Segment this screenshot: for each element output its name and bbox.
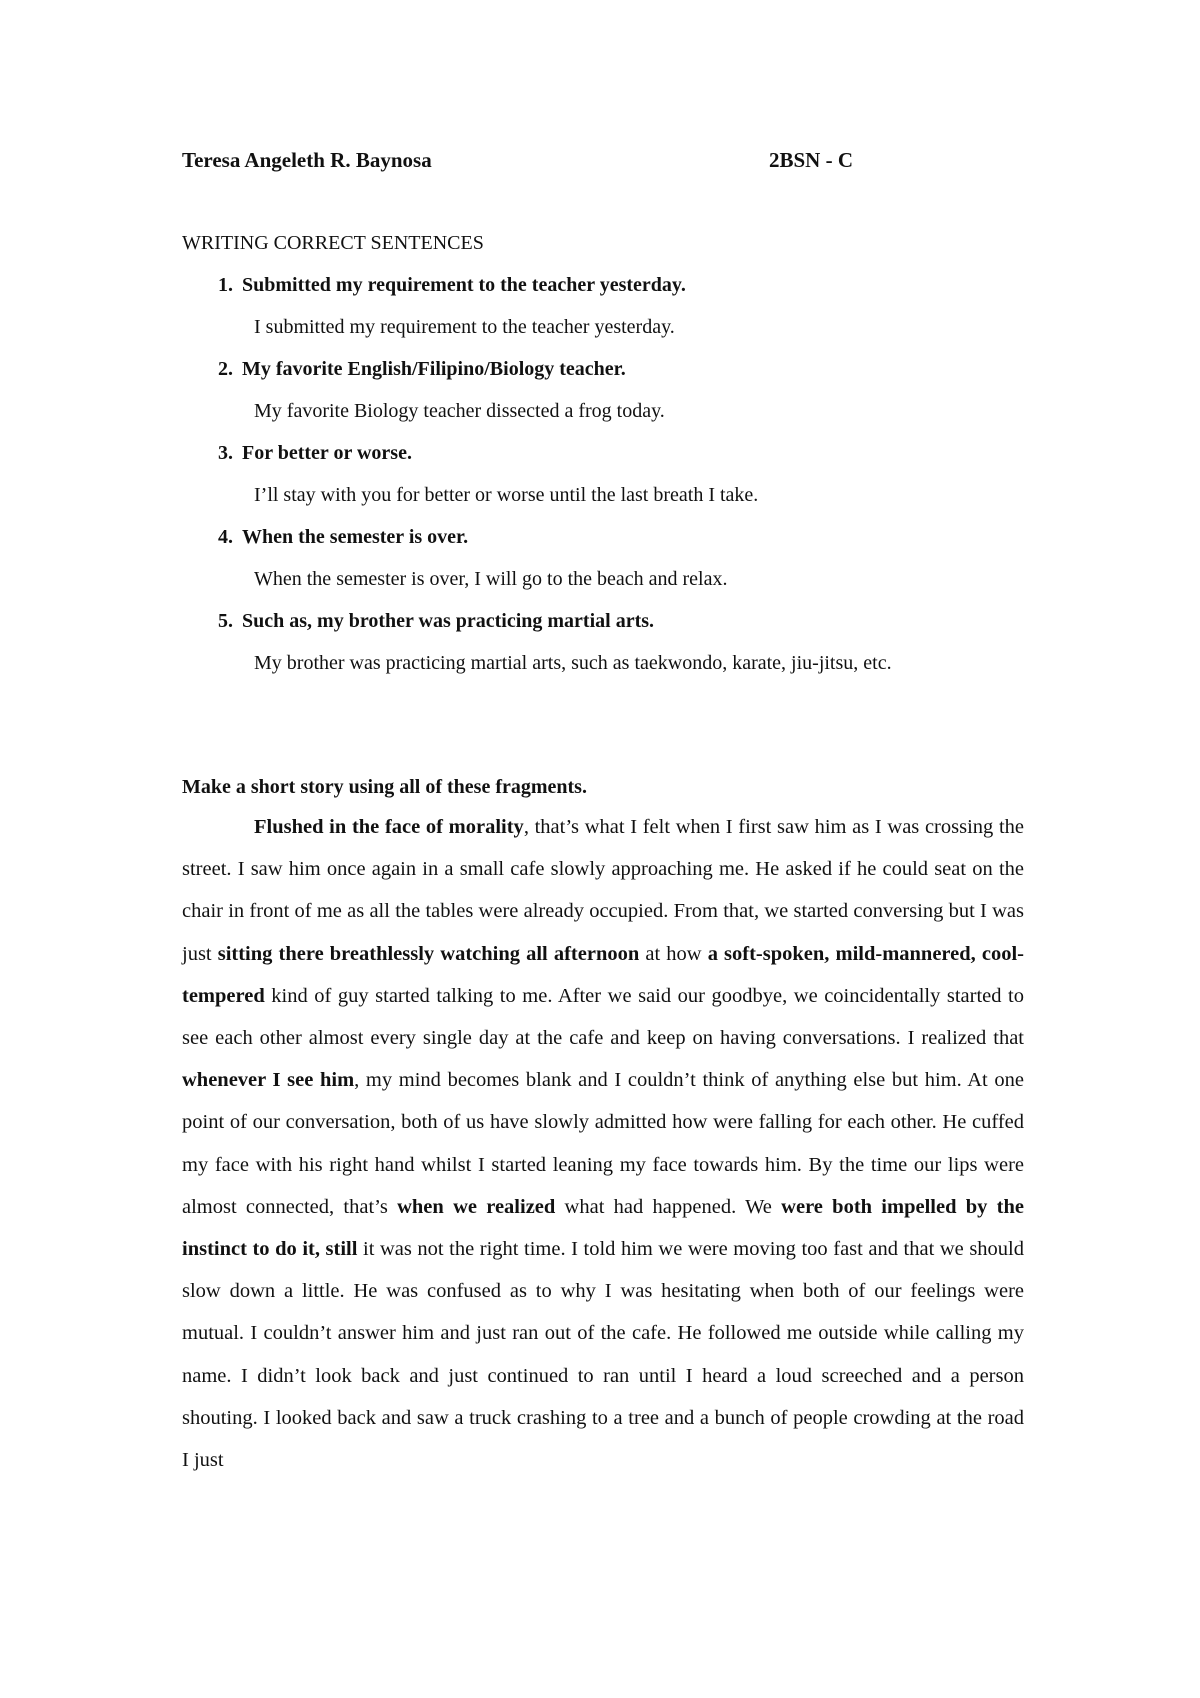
prompt-text: My favorite English/Filipino/Biology teacher. (242, 358, 626, 380)
item-number: 1. (218, 274, 233, 296)
exercise-answer: I’ll stay with you for better or worse until the last breath I take. (254, 484, 759, 506)
exercise-answer: I submitted my requirement to the teacher yesterday. (254, 316, 675, 338)
story-paragraph (182, 806, 1024, 1481)
document-header (182, 148, 1024, 178)
story-text: at how (639, 942, 708, 965)
story-fragment-bold: Flushed in the face of morality (254, 816, 524, 838)
story-fragment-bold: whenever I see him (182, 1069, 355, 1092)
story-text: , my mind becomes blank and I couldn’t think of anything else but him. At one point of our conversation, both of us have slowly admitted how were falling for each other. He cuffed my face with his right hand whilst I started leaning my face towards him. By the time our lips were almost connected, that’s (182, 1069, 1024, 1218)
section-title: WRITING CORRECT SENTENCES (182, 232, 484, 254)
story-fragment-bold: sitting there breathlessly watching all afternoon (217, 942, 640, 965)
story-title: Make a short story using all of these fragments. (182, 776, 587, 798)
prompt-text: For better or worse. (242, 442, 412, 464)
item-number: 2. (218, 358, 233, 380)
exercise-prompt (218, 610, 654, 633)
story-text: what had happened. We (555, 1195, 782, 1218)
story-text: , that’s what I felt when I first saw him as I was crossing the street. I saw him once again in a small cafe slowly approaching me. He asked if he could seat on the chair in front of me as all the tables were already occupied. From that, we started conversing but I was just (182, 816, 1024, 965)
story-text: kind of guy started talking to me. After we said our goodbye, we coincidentally started to see each other almost every single day at the cafe and keep on having conversations. I realized that (182, 984, 1024, 1050)
exercise-prompt (218, 274, 686, 297)
story-fragment-bold: were both impelled by the instinct to do it, still (182, 1195, 1024, 1261)
exercise-prompt (218, 442, 412, 465)
story-fragment-bold: a soft-spoken, mild-mannered, cool-tempered (182, 942, 1025, 1007)
story-fragment-bold: when we realized (397, 1195, 556, 1218)
student-name: Teresa Angeleth R. Baynosa (182, 148, 432, 172)
story-text: it was not the right time. I told him we were moving too fast and that we should slow down a little. He was confused as to why I was hesitating when both of our feelings were mutual. I couldn’t answer him and just ran out of the cafe. He followed me outside while calling my name. I didn’t look back and just continued to ran until I heard a loud screeched and a person shouting. I looked back and saw a truck crashing to a tree and a bunch of people crowding at the road I just (182, 1238, 1024, 1472)
student-section: 2BSN - C (769, 148, 854, 172)
item-number: 3. (218, 442, 233, 464)
exercise-answer: When the semester is over, I will go to the beach and relax. (254, 568, 728, 590)
prompt-text: Submitted my requirement to the teacher yesterday. (242, 274, 686, 296)
exercise-prompt (218, 526, 468, 549)
prompt-text: When the semester is over. (242, 526, 469, 548)
item-number: 5. (218, 610, 233, 632)
exercise-answer: My favorite Biology teacher dissected a frog today. (254, 400, 665, 422)
item-number: 4. (218, 526, 233, 548)
exercise-answer: My brother was practicing martial arts, such as taekwondo, karate, jiu-jitsu, etc. (254, 652, 892, 674)
prompt-text: Such as, my brother was practicing martial arts. (242, 610, 655, 632)
exercise-prompt (218, 358, 626, 381)
